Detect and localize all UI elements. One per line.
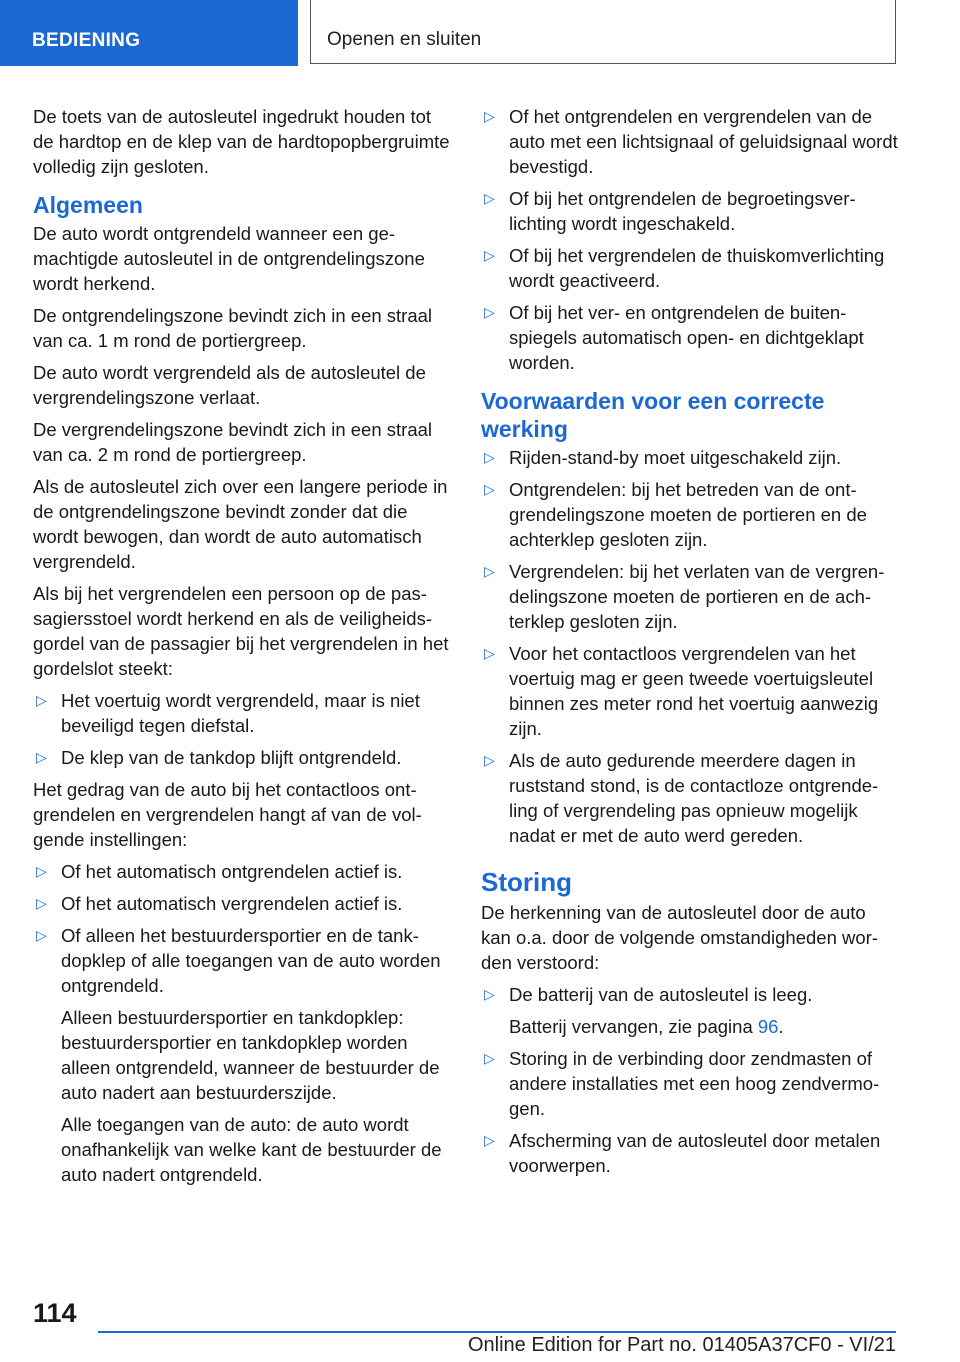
list-item: ▷ Als de auto gedurende meerdere dagen in ruststand stond, is de contactloze ontgrendeling of vergrendeling pas opnieuw mogelijk nadat er met de auto werd gereden. <box>484 750 879 846</box>
list-item: ▷ De batterij van de autosleutel is leeg. Batterij vervangen, zie pagina 96. <box>481 982 899 1039</box>
list-item: ▷ Rijden-stand-by moet uitgeschakeld zijn. <box>484 447 842 468</box>
bullet-list <box>481 982 899 1178</box>
page-header <box>0 0 960 66</box>
chapter-tab[interactable]: Openen en sluiten <box>310 0 896 64</box>
paragraph: De herkenning van de autosleutel door de auto kan o.a. door de volgende omstandigheden worden verstoord: <box>481 902 879 973</box>
page-link-96[interactable]: 96 <box>757 1016 779 1037</box>
triangle-bullet-icon: ▷ <box>36 863 47 879</box>
triangle-bullet-icon: ▷ <box>36 927 47 943</box>
triangle-bullet-icon: ▷ <box>484 481 495 497</box>
triangle-bullet-icon: ▷ <box>36 749 47 765</box>
bullet-list <box>33 688 451 770</box>
triangle-bullet-icon: ▷ <box>484 563 495 579</box>
list-item: ▷ Het voertuig wordt vergrendeld, maar is niet beveiligd tegen diefstal. <box>36 690 420 736</box>
list-item: ▷ Of bij het ontgrendelen de begroetingsverlichting wordt ingeschakeld. <box>484 188 856 234</box>
list-item: ▷ Of alleen het bestuurdersportier en de tankdopklep of alle toegangen van de auto worden ontgrendeld. Alleen bestuurdersportier en tankdopklep: bestuurdersportier en tankdopklep worden alleen ontgrendeld, wanneer de bestuurder de auto nadert aan bestuurderszijde. Alle toegangen van de auto: de auto wordt onafhankelijk van welke kant de bestuurder de auto nadert ontgrendeld. <box>33 923 451 1187</box>
list-item: ▷ De klep van de tankdop blijft ontgrendeld. <box>36 747 402 768</box>
paragraph: De ontgrendelingszone bevindt zich in een straal van ca. 1 m rond de portiergreep. <box>33 305 433 351</box>
paragraph: Het gedrag van de auto bij het contactloos ontgrendelen en vergrendelen hangt af van de volgende instellingen: <box>33 779 422 850</box>
triangle-bullet-icon: ▷ <box>484 986 495 1002</box>
list-item-subtext: Alle toegangen van de auto: de auto wordt onafhankelijk van welke kant de bestuurder de auto nadert ontgrendeld. <box>61 1114 442 1185</box>
heading-storing: Storing <box>481 867 572 897</box>
triangle-bullet-icon: ▷ <box>484 304 495 320</box>
heading-voorwaarden: Voorwaarden voor een correcte werking <box>481 388 825 442</box>
list-item: ▷ Of bij het vergrendelen de thuiskomverlichting wordt geactiveerd. <box>484 245 885 291</box>
bullet-list <box>33 859 451 1187</box>
left-column <box>33 104 451 1194</box>
triangle-bullet-icon: ▷ <box>484 645 495 661</box>
triangle-bullet-icon: ▷ <box>484 752 495 768</box>
page-number: 114 <box>33 1298 77 1328</box>
list-item: ▷ Vergrendelen: bij het verlaten van de vergrendelingszone moeten de portieren en de achterklep gesloten zijn. <box>484 561 885 632</box>
list-item: ▷ Afscherming van de autosleutel door metalen voorwerpen. <box>484 1130 881 1176</box>
triangle-bullet-icon: ▷ <box>484 1050 495 1066</box>
list-item: ▷ Of het automatisch ontgrendelen actief is. <box>36 861 403 882</box>
paragraph: De vergrendelingszone bevindt zich in een straal van ca. 2 m rond de portiergreep. <box>33 419 433 465</box>
list-item: ▷ Of bij het ver- en ontgrendelen de buitenspiegels automatisch open- en dichtgeklapt worden. <box>484 302 864 373</box>
footer-edition: Online Edition for Part no. 01405A37CF0 - VI/21 <box>467 1334 896 1356</box>
paragraph: De auto wordt ontgrendeld wanneer een gemachtigde autosleutel in de ontgrendelingszone wordt herkend. <box>33 223 425 294</box>
triangle-bullet-icon: ▷ <box>484 190 495 206</box>
intro-paragraph: De toets van de autosleutel ingedrukt houden tot de hardtop en de klep van de hardtopopbergruimte volledig zijn gesloten. <box>33 106 450 177</box>
bullet-list <box>481 445 899 848</box>
right-column <box>481 104 899 1185</box>
list-item-subtext: Alleen bestuurdersportier en tankdopklep: bestuurdersportier en tankdopklep worden alleen ontgrendeld, wanneer de bestuurder de auto nadert aan bestuurderszijde. <box>61 1007 440 1103</box>
list-item: ▷ Of het ontgrendelen en vergrendelen van de auto met een lichtsignaal of geluidsignaal wordt bevestigd. <box>484 106 898 177</box>
bullet-list <box>481 104 899 375</box>
list-item: ▷ Ontgrendelen: bij het betreden van de ontgrendelingszone moeten de portieren en de achterklep gesloten zijn. <box>484 479 867 550</box>
list-item-subtext: Batterij vervangen, zie pagina 96. <box>509 1016 784 1037</box>
paragraph: Als de autosleutel zich over een langere periode in de ontgrendelingszone bevindt zonder dat die wordt bewogen, dan wordt de auto automatisch vergrendeld. <box>33 476 448 572</box>
triangle-bullet-icon: ▷ <box>36 692 47 708</box>
list-item: ▷ Of het automatisch vergrendelen actief is. <box>36 893 403 914</box>
triangle-bullet-icon: ▷ <box>484 1132 495 1148</box>
paragraph: De auto wordt vergrendeld als de autosleutel de vergrendelingszone verlaat. <box>33 362 426 408</box>
triangle-bullet-icon: ▷ <box>36 895 47 911</box>
triangle-bullet-icon: ▷ <box>484 247 495 263</box>
section-tab[interactable]: BEDIENING <box>0 0 298 66</box>
triangle-bullet-icon: ▷ <box>484 108 495 124</box>
triangle-bullet-icon: ▷ <box>484 449 495 465</box>
list-item: ▷ Storing in de verbinding door zendmasten of andere installaties met een hoog zendvermogen. <box>484 1048 880 1119</box>
paragraph: Als bij het vergrendelen een persoon op de passagiersstoel wordt herkend en als de veiligheidsgordel van de passagier bij het vergrendelen in het gordelslot steekt: <box>33 583 449 679</box>
list-item: ▷ Voor het contactloos vergrendelen van het voertuig mag er geen tweede voertuigsleutel binnen zes meter rond het voertuig aanwezig zijn. <box>484 643 879 739</box>
heading-algemeen: Algemeen <box>33 192 143 218</box>
